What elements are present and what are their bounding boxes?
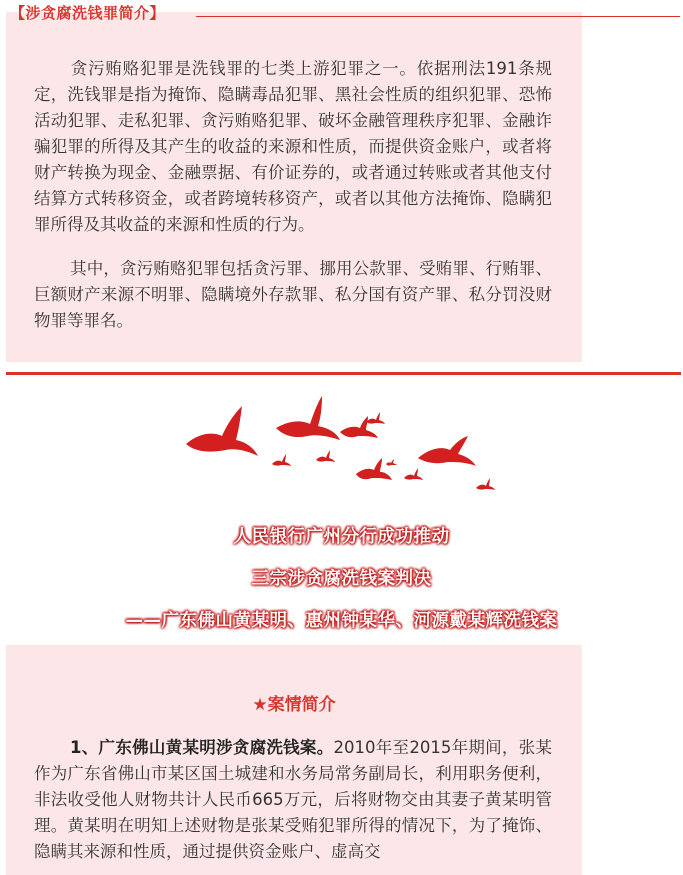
section-title: 【涉贪腐洗钱罪简介】 [10, 4, 166, 22]
headline-line-1: 人民银行广州分行成功推动 [233, 527, 450, 547]
intro-paragraph-1 [34, 56, 552, 238]
bird-small-right [404, 468, 423, 480]
headline-line-2: 三宗涉贪腐洗钱案判决 [251, 569, 432, 589]
bird-medium-low [356, 458, 392, 480]
bird-small-mid [316, 450, 335, 462]
headline-line-3: ——广东佛山黄某明、惠州钟某华、河源戴某辉洗钱案 [125, 611, 558, 631]
bird-small-top [366, 412, 385, 424]
intro-paragraph-2 [34, 256, 552, 334]
bird-large-left [186, 406, 258, 456]
bird-large-right [418, 436, 476, 466]
case-intro-title: ★案情简介 [252, 695, 336, 715]
red-flying-birds-icon [180, 392, 500, 502]
case1-heading: 1、广东佛山黄某明涉贪腐洗钱案。 [70, 738, 334, 757]
bird-small-left [272, 454, 291, 466]
bird-small-far-right [476, 478, 495, 490]
bird-large-center [276, 396, 340, 440]
case1-body: 2010年至2015年期间，张某作为广东省佛山市某区国土城建和水务局常务副局长，利用职务便利，非法收受他人财物共计人民币665万元，后将财物交由其妻子黄某明管理。黄某明在明知上述财物是张某受贿犯罪所得的情况下，为了掩饰、隐瞒其来源和性质，通过提供资金账户、虚高交 [34, 738, 552, 861]
section-header [0, 0, 683, 26]
section-title-rule [196, 16, 680, 17]
intro-paragraph-1-text: 贪污贿赂犯罪是洗钱罪的七类上游犯罪之一。依据刑法191条规定，洗钱罪是指为掩饰、隐瞒毒品犯罪、黑社会性质的组织犯罪、恐怖活动犯罪、走私犯罪、贪污贿赂犯罪、破坏金融管理秩序犯罪、金融诈骗犯罪的所得及其产生的收益的来源和性质，而提供资金账户，或者将财产转换为现金、金融票据、有价证券的，或者通过转账或者其他支付结算方式转移资金，或者跨境转移资产，或者以其他方法掩饰、隐瞒犯罪所得及其收益的来源和性质的行为。 [34, 59, 552, 234]
section-divider [6, 372, 681, 375]
intro-paragraph-2-text: 其中，贪污贿赂犯罪包括贪污罪、挪用公款罪、受贿罪、行贿罪、巨额财产来源不明罪、隐瞒境外存款罪、私分国有资产罪、私分罚没财物罪等罪名。 [34, 259, 552, 330]
case1-paragraph [34, 735, 552, 865]
bird-tiny-center [386, 459, 397, 466]
